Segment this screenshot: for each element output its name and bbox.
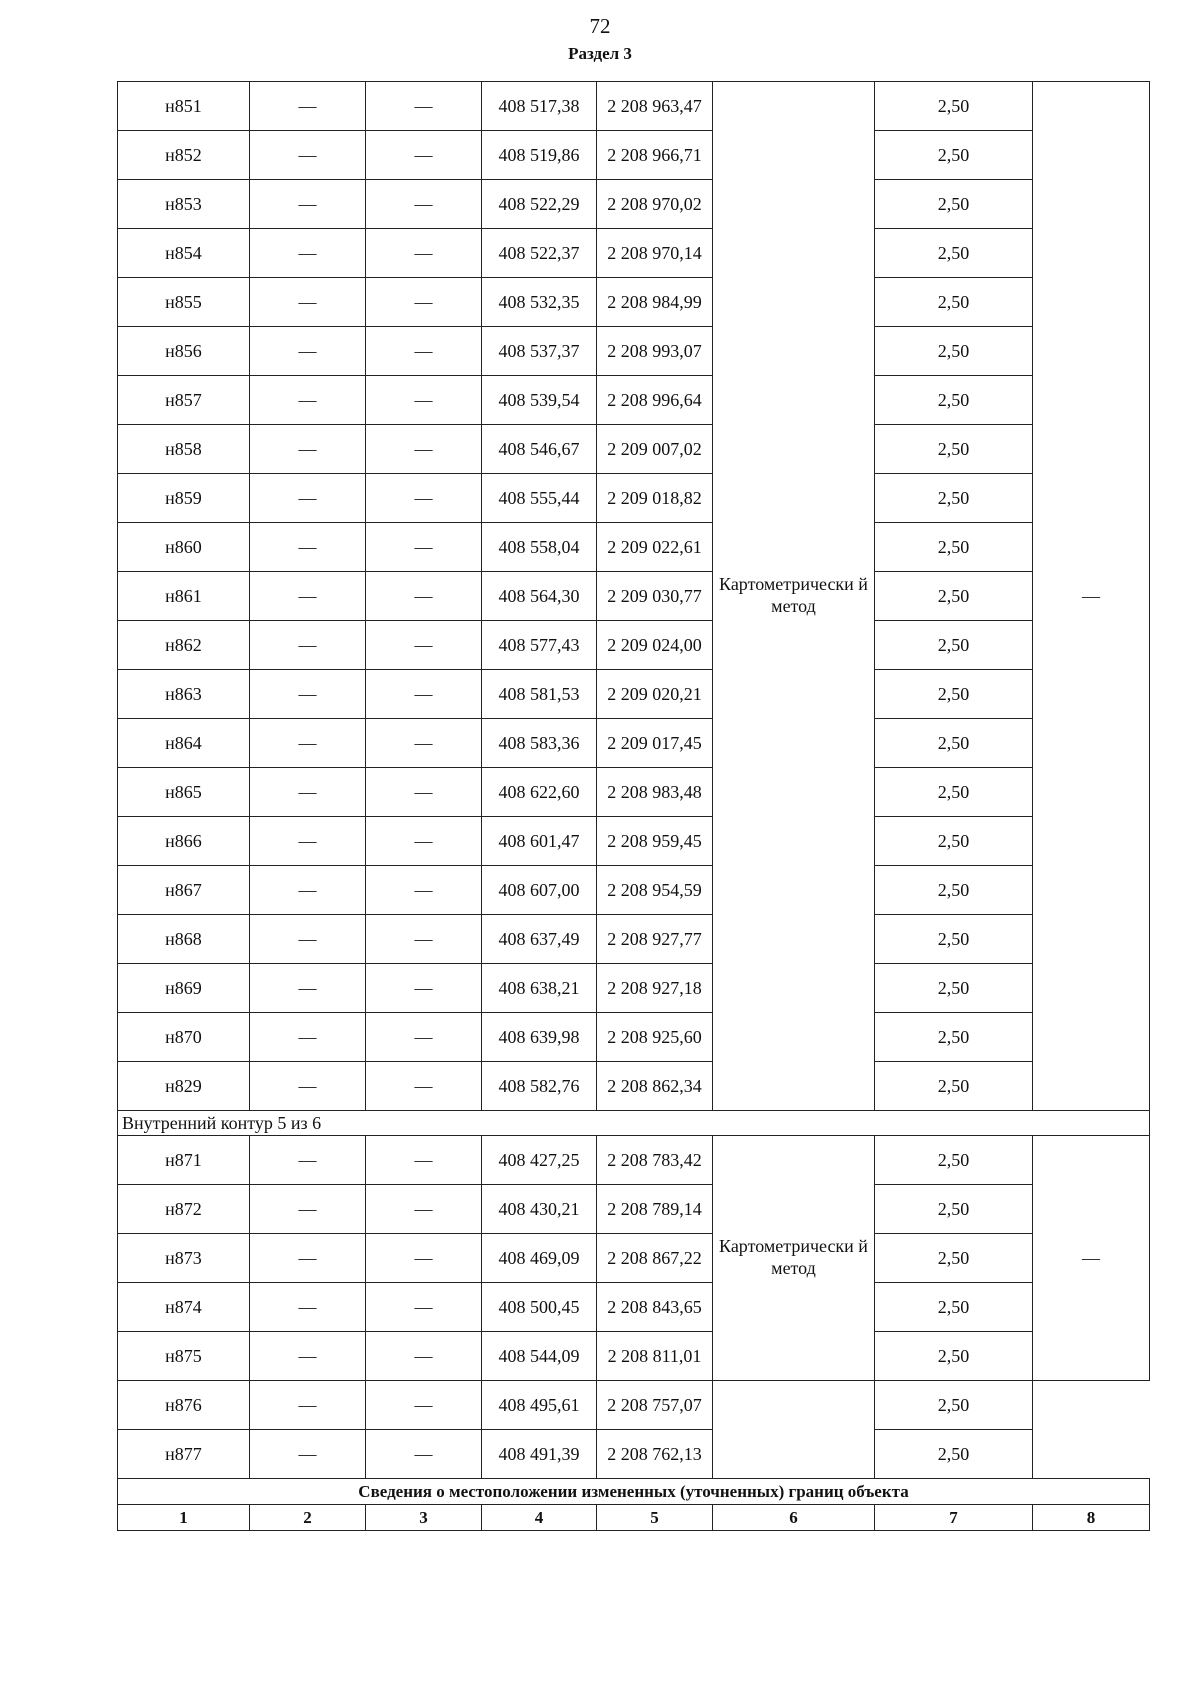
dash-cell: — (250, 1283, 366, 1332)
point-name-cell: н851 (118, 82, 250, 131)
dash-cell: — (366, 719, 482, 768)
coord-x-cell: 408 500,45 (482, 1283, 597, 1332)
method-cell: Картометрически й метод (713, 1136, 875, 1381)
point-name-cell: н855 (118, 278, 250, 327)
accuracy-cell: 2,50 (875, 1332, 1033, 1381)
dash-cell: — (250, 719, 366, 768)
table-row (118, 817, 1150, 866)
coord-x-cell: 408 638,21 (482, 964, 597, 1013)
table-row (118, 768, 1150, 817)
dash-cell: — (366, 523, 482, 572)
coord-x-cell: 408 558,04 (482, 523, 597, 572)
table-row (118, 1381, 1150, 1430)
coord-y-cell: 2 209 020,21 (597, 670, 713, 719)
dash-cell: — (366, 621, 482, 670)
dash-cell: — (250, 474, 366, 523)
dash-cell: — (366, 474, 482, 523)
dash-cell: — (366, 229, 482, 278)
coord-x-cell: 408 522,29 (482, 180, 597, 229)
coord-y-cell: 2 208 789,14 (597, 1185, 713, 1234)
column-number-cell: 5 (597, 1505, 713, 1531)
dash-cell: — (250, 964, 366, 1013)
point-name-cell: н874 (118, 1283, 250, 1332)
coord-y-cell: 2 208 966,71 (597, 131, 713, 180)
dash-cell: — (366, 1283, 482, 1332)
table-row (118, 621, 1150, 670)
dash-cell: — (366, 866, 482, 915)
coord-y-cell: 2 208 783,42 (597, 1136, 713, 1185)
table-row (118, 572, 1150, 621)
accuracy-cell: 2,50 (875, 474, 1033, 523)
point-name-cell: н867 (118, 866, 250, 915)
point-name-cell: н873 (118, 1234, 250, 1283)
coord-x-cell: 408 519,86 (482, 131, 597, 180)
dash-cell: — (250, 278, 366, 327)
dash-cell: — (250, 425, 366, 474)
accuracy-cell: 2,50 (875, 866, 1033, 915)
dash-cell: — (250, 1136, 366, 1185)
description-cell: — (1033, 1136, 1150, 1381)
table-row (118, 327, 1150, 376)
point-name-cell: н863 (118, 670, 250, 719)
accuracy-cell: 2,50 (875, 670, 1033, 719)
coord-x-cell: 408 622,60 (482, 768, 597, 817)
empty-description-cell (1033, 1381, 1150, 1479)
accuracy-cell: 2,50 (875, 915, 1033, 964)
accuracy-cell: 2,50 (875, 1381, 1033, 1430)
coord-y-cell: 2 208 757,07 (597, 1381, 713, 1430)
point-name-cell: н870 (118, 1013, 250, 1062)
accuracy-cell: 2,50 (875, 180, 1033, 229)
table-caption: Сведения о местоположении измененных (уточненных) границ объекта (118, 1479, 1150, 1505)
column-number-cell: 1 (118, 1505, 250, 1531)
column-number-cell: 8 (1033, 1505, 1150, 1531)
accuracy-cell: 2,50 (875, 1283, 1033, 1332)
point-name-cell: н866 (118, 817, 250, 866)
accuracy-cell: 2,50 (875, 131, 1033, 180)
dash-cell: — (366, 278, 482, 327)
dash-cell: — (366, 1430, 482, 1479)
dash-cell: — (366, 1332, 482, 1381)
point-name-cell: н852 (118, 131, 250, 180)
coord-x-cell: 408 469,09 (482, 1234, 597, 1283)
coord-x-cell: 408 539,54 (482, 376, 597, 425)
coord-x-cell: 408 427,25 (482, 1136, 597, 1185)
point-name-cell: н875 (118, 1332, 250, 1381)
column-number-cell: 2 (250, 1505, 366, 1531)
coord-x-cell: 408 601,47 (482, 817, 597, 866)
method-cell: Картометрически й метод (713, 82, 875, 1111)
coord-y-cell: 2 208 993,07 (597, 327, 713, 376)
coord-x-cell: 408 546,67 (482, 425, 597, 474)
coord-x-cell: 408 577,43 (482, 621, 597, 670)
accuracy-cell: 2,50 (875, 1430, 1033, 1479)
dash-cell: — (250, 1234, 366, 1283)
dash-cell: — (250, 376, 366, 425)
dash-cell: — (250, 572, 366, 621)
point-name-cell: н856 (118, 327, 250, 376)
point-name-cell: н871 (118, 1136, 250, 1185)
coord-x-cell: 408 583,36 (482, 719, 597, 768)
dash-cell: — (250, 82, 366, 131)
point-name-cell: н876 (118, 1381, 250, 1430)
dash-cell: — (250, 1430, 366, 1479)
table-body (118, 82, 1150, 1531)
table-row (118, 1234, 1150, 1283)
caption-row (118, 1479, 1150, 1505)
table-row (118, 964, 1150, 1013)
coord-y-cell: 2 208 927,18 (597, 964, 713, 1013)
dash-cell: — (366, 327, 482, 376)
coord-y-cell: 2 208 996,64 (597, 376, 713, 425)
point-name-cell: н872 (118, 1185, 250, 1234)
dash-cell: — (366, 131, 482, 180)
coord-y-cell: 2 209 007,02 (597, 425, 713, 474)
coord-y-cell: 2 209 024,00 (597, 621, 713, 670)
coord-x-cell: 408 537,37 (482, 327, 597, 376)
accuracy-cell: 2,50 (875, 1136, 1033, 1185)
table-row (118, 866, 1150, 915)
dash-cell: — (250, 523, 366, 572)
page-number: 72 (589, 14, 611, 38)
dash-cell: — (250, 915, 366, 964)
coord-y-cell: 2 209 018,82 (597, 474, 713, 523)
dash-cell: — (250, 180, 366, 229)
dash-cell: — (250, 1332, 366, 1381)
point-name-cell: н865 (118, 768, 250, 817)
coord-x-cell: 408 637,49 (482, 915, 597, 964)
contour-row (118, 1111, 1150, 1136)
accuracy-cell: 2,50 (875, 1185, 1033, 1234)
point-name-cell: н854 (118, 229, 250, 278)
dash-cell: — (366, 817, 482, 866)
coord-y-cell: 2 208 959,45 (597, 817, 713, 866)
dash-cell: — (366, 82, 482, 131)
table-row (118, 376, 1150, 425)
point-name-cell: н868 (118, 915, 250, 964)
point-name-cell: н860 (118, 523, 250, 572)
dash-cell: — (250, 1381, 366, 1430)
accuracy-cell: 2,50 (875, 1062, 1033, 1111)
point-name-cell: н829 (118, 1062, 250, 1111)
accuracy-cell: 2,50 (875, 621, 1033, 670)
dash-cell: — (366, 1013, 482, 1062)
accuracy-cell: 2,50 (875, 964, 1033, 1013)
description-cell: — (1033, 82, 1150, 1111)
dash-cell: — (366, 425, 482, 474)
table-row (118, 1430, 1150, 1479)
dash-cell: — (366, 376, 482, 425)
accuracy-cell: 2,50 (875, 1013, 1033, 1062)
dash-cell: — (250, 229, 366, 278)
coord-x-cell: 408 495,61 (482, 1381, 597, 1430)
column-number-cell: 4 (482, 1505, 597, 1531)
dash-cell: — (250, 817, 366, 866)
point-name-cell: н864 (118, 719, 250, 768)
coord-x-cell: 408 517,38 (482, 82, 597, 131)
dash-cell: — (366, 180, 482, 229)
coord-y-cell: 2 208 954,59 (597, 866, 713, 915)
dash-cell: — (250, 1062, 366, 1111)
table-row (118, 131, 1150, 180)
coord-x-cell: 408 607,00 (482, 866, 597, 915)
dash-cell: — (250, 1185, 366, 1234)
coord-y-cell: 2 208 925,60 (597, 1013, 713, 1062)
dash-cell: — (366, 1062, 482, 1111)
coord-y-cell: 2 208 984,99 (597, 278, 713, 327)
table-row (118, 82, 1150, 131)
accuracy-cell: 2,50 (875, 278, 1033, 327)
coord-x-cell: 408 581,53 (482, 670, 597, 719)
table-row (118, 229, 1150, 278)
table-row (118, 719, 1150, 768)
column-number-cell: 7 (875, 1505, 1033, 1531)
coord-y-cell: 2 208 983,48 (597, 768, 713, 817)
dash-cell: — (250, 1013, 366, 1062)
coord-x-cell: 408 522,37 (482, 229, 597, 278)
table-row (118, 180, 1150, 229)
point-name-cell: н869 (118, 964, 250, 1013)
coord-y-cell: 2 208 963,47 (597, 82, 713, 131)
accuracy-cell: 2,50 (875, 768, 1033, 817)
point-name-cell: н862 (118, 621, 250, 670)
dash-cell: — (366, 1234, 482, 1283)
table-row (118, 915, 1150, 964)
accuracy-cell: 2,50 (875, 523, 1033, 572)
dash-cell: — (366, 768, 482, 817)
accuracy-cell: 2,50 (875, 1234, 1033, 1283)
dash-cell: — (250, 621, 366, 670)
coord-x-cell: 408 430,21 (482, 1185, 597, 1234)
dash-cell: — (250, 768, 366, 817)
coord-y-cell: 2 208 927,77 (597, 915, 713, 964)
point-name-cell: н861 (118, 572, 250, 621)
accuracy-cell: 2,50 (875, 817, 1033, 866)
point-name-cell: н858 (118, 425, 250, 474)
dash-cell: — (366, 964, 482, 1013)
accuracy-cell: 2,50 (875, 82, 1033, 131)
column-numbers-row (118, 1505, 1150, 1531)
coordinates-table (117, 81, 1150, 1531)
coord-x-cell: 408 564,30 (482, 572, 597, 621)
accuracy-cell: 2,50 (875, 327, 1033, 376)
accuracy-cell: 2,50 (875, 572, 1033, 621)
coord-y-cell: 2 208 862,34 (597, 1062, 713, 1111)
point-name-cell: н877 (118, 1430, 250, 1479)
coord-x-cell: 408 491,39 (482, 1430, 597, 1479)
dash-cell: — (250, 670, 366, 719)
table-row (118, 670, 1150, 719)
coord-x-cell: 408 532,35 (482, 278, 597, 327)
dash-cell: — (366, 915, 482, 964)
accuracy-cell: 2,50 (875, 425, 1033, 474)
point-name-cell: н853 (118, 180, 250, 229)
accuracy-cell: 2,50 (875, 229, 1033, 278)
dash-cell: — (250, 131, 366, 180)
coord-x-cell: 408 639,98 (482, 1013, 597, 1062)
dash-cell: — (366, 1185, 482, 1234)
accuracy-cell: 2,50 (875, 376, 1033, 425)
coord-y-cell: 2 208 970,02 (597, 180, 713, 229)
dash-cell: — (366, 670, 482, 719)
coord-y-cell: 2 208 970,14 (597, 229, 713, 278)
coord-y-cell: 2 208 762,13 (597, 1430, 713, 1479)
coord-y-cell: 2 209 017,45 (597, 719, 713, 768)
table-row (118, 1136, 1150, 1185)
table-row (118, 1013, 1150, 1062)
table-row (118, 1332, 1150, 1381)
column-number-cell: 3 (366, 1505, 482, 1531)
coord-y-cell: 2 208 843,65 (597, 1283, 713, 1332)
table-row (118, 278, 1150, 327)
table-row (118, 1185, 1150, 1234)
dash-cell: — (366, 572, 482, 621)
coord-y-cell: 2 209 030,77 (597, 572, 713, 621)
table-row (118, 425, 1150, 474)
empty-method-cell (713, 1381, 875, 1479)
table-row (118, 1283, 1150, 1332)
coord-y-cell: 2 208 867,22 (597, 1234, 713, 1283)
section-title: Раздел 3 (568, 44, 632, 63)
table-row (118, 1062, 1150, 1111)
column-number-cell: 6 (713, 1505, 875, 1531)
coord-x-cell: 408 555,44 (482, 474, 597, 523)
coord-x-cell: 408 582,76 (482, 1062, 597, 1111)
dash-cell: — (366, 1381, 482, 1430)
dash-cell: — (250, 327, 366, 376)
coord-x-cell: 408 544,09 (482, 1332, 597, 1381)
coord-y-cell: 2 208 811,01 (597, 1332, 713, 1381)
table-row (118, 523, 1150, 572)
table-row (118, 474, 1150, 523)
coord-y-cell: 2 209 022,61 (597, 523, 713, 572)
point-name-cell: н857 (118, 376, 250, 425)
point-name-cell: н859 (118, 474, 250, 523)
accuracy-cell: 2,50 (875, 719, 1033, 768)
dash-cell: — (250, 866, 366, 915)
contour-label: Внутренний контур 5 из 6 (118, 1111, 1150, 1136)
dash-cell: — (366, 1136, 482, 1185)
